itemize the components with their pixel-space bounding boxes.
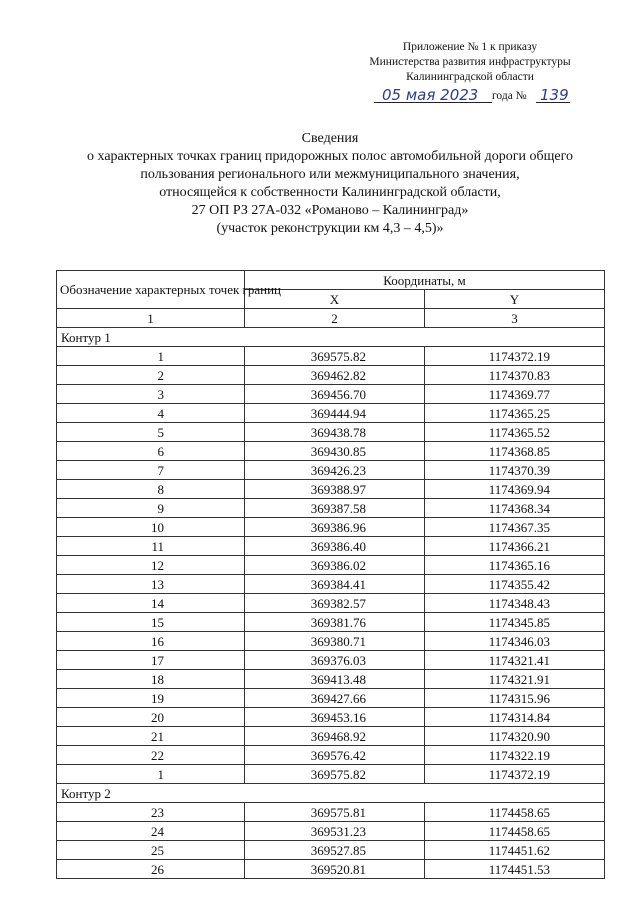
point-number: 26 (57, 860, 245, 879)
table-row (57, 670, 605, 689)
col-number-3: 3 (425, 309, 605, 328)
col-header-y: Y (425, 290, 605, 309)
table-row (57, 404, 605, 423)
table-row (57, 765, 605, 784)
coord-x: 369531.23 (245, 822, 425, 841)
coord-x: 369388.97 (245, 480, 425, 499)
coord-x: 369430.85 (245, 442, 425, 461)
point-number: 18 (57, 670, 245, 689)
coord-x: 369386.02 (245, 556, 425, 575)
coord-x: 369386.96 (245, 518, 425, 537)
point-number: 23 (57, 803, 245, 822)
region-line: Калининградской области (406, 71, 534, 83)
coord-x: 369462.82 (245, 366, 425, 385)
order-date-line (360, 86, 600, 106)
point-number: 6 (57, 442, 245, 461)
appendix-line: Приложение № 1 к приказу (402, 41, 538, 53)
point-number: 8 (57, 480, 245, 499)
point-number: 12 (57, 556, 245, 575)
table-row (57, 480, 605, 499)
table-row (57, 613, 605, 632)
title-line: о характерных точках границ придорожных полос автомобильной дороги общего (87, 149, 573, 164)
point-number: 11 (57, 537, 245, 556)
contour-label: Контур 1 (57, 328, 605, 347)
table-row (57, 537, 605, 556)
contour-label: Контур 2 (57, 784, 605, 803)
coord-y: 1174372.19 (425, 765, 605, 784)
coord-x: 369381.76 (245, 613, 425, 632)
coord-y: 1174368.85 (425, 442, 605, 461)
table-row (57, 556, 605, 575)
coord-y: 1174314.84 (425, 708, 605, 727)
coord-y: 1174365.16 (425, 556, 605, 575)
coord-x: 369527.85 (245, 841, 425, 860)
coord-y: 1174315.96 (425, 689, 605, 708)
coord-y: 1174346.03 (425, 632, 605, 651)
point-number: 21 (57, 727, 245, 746)
coord-y: 1174365.25 (425, 404, 605, 423)
coord-x: 369376.03 (245, 651, 425, 670)
coord-y: 1174322.19 (425, 746, 605, 765)
coord-y: 1174370.83 (425, 366, 605, 385)
table-row (57, 594, 605, 613)
title-heading: Сведения (301, 131, 359, 146)
coord-y: 1174369.94 (425, 480, 605, 499)
table-row (57, 347, 605, 366)
coord-y: 1174348.43 (425, 594, 605, 613)
point-number: 24 (57, 822, 245, 841)
table-row (57, 727, 605, 746)
col-header-points: Обозначение характерных точек границ (57, 271, 245, 309)
year-number-label: года № (492, 90, 527, 102)
coord-y: 1174345.85 (425, 613, 605, 632)
table-row (57, 499, 605, 518)
table-row (57, 442, 605, 461)
col-number-2: 2 (245, 309, 425, 328)
coord-x: 369384.41 (245, 575, 425, 594)
table-row (57, 575, 605, 594)
coord-x: 369575.82 (245, 765, 425, 784)
point-number: 4 (57, 404, 245, 423)
coord-x: 369575.81 (245, 803, 425, 822)
point-number: 5 (57, 423, 245, 442)
coord-y: 1174321.91 (425, 670, 605, 689)
coord-x: 369456.70 (245, 385, 425, 404)
handwritten-date: 05 мая 2023 (382, 86, 479, 104)
coord-x: 369520.81 (245, 860, 425, 879)
coord-y: 1174320.90 (425, 727, 605, 746)
table-row (57, 708, 605, 727)
table-row (57, 841, 605, 860)
table-row (57, 860, 605, 879)
coord-y: 1174321.41 (425, 651, 605, 670)
title-line: пользования регионального или межмуниципального значения, (140, 167, 520, 182)
title-line: (участок реконструкции км 4,3 – 4,5)» (216, 221, 444, 236)
point-number: 16 (57, 632, 245, 651)
table-row (57, 822, 605, 841)
coord-x: 369426.23 (245, 461, 425, 480)
point-number: 10 (57, 518, 245, 537)
coordinates-table (56, 270, 605, 879)
col-header-coordinates: Координаты, м (245, 271, 605, 290)
coord-x: 369575.82 (245, 347, 425, 366)
coord-x: 369382.57 (245, 594, 425, 613)
col-number-1: 1 (57, 309, 245, 328)
point-number: 1 (57, 347, 245, 366)
point-number: 14 (57, 594, 245, 613)
coord-x: 369468.92 (245, 727, 425, 746)
coord-x: 369576.42 (245, 746, 425, 765)
title-line: 27 ОП РЗ 27А-032 «Романово – Калининград» (191, 203, 469, 218)
point-number: 15 (57, 613, 245, 632)
coord-y: 1174458.65 (425, 803, 605, 822)
coord-y: 1174355.42 (425, 575, 605, 594)
coord-x: 369387.58 (245, 499, 425, 518)
point-number: 3 (57, 385, 245, 404)
point-number: 25 (57, 841, 245, 860)
table-row (57, 423, 605, 442)
point-number: 22 (57, 746, 245, 765)
table-row (57, 385, 605, 404)
coord-y: 1174366.21 (425, 537, 605, 556)
point-number: 17 (57, 651, 245, 670)
point-number: 19 (57, 689, 245, 708)
table-row (57, 689, 605, 708)
ministry-line: Министерства развития инфраструктуры (369, 56, 571, 68)
coord-y: 1174458.65 (425, 822, 605, 841)
point-number: 1 (57, 765, 245, 784)
coord-x: 369438.78 (245, 423, 425, 442)
coord-y: 1174365.52 (425, 423, 605, 442)
coord-y: 1174367.35 (425, 518, 605, 537)
contour-header-row (57, 784, 605, 803)
document-title (40, 130, 620, 238)
table-row (57, 746, 605, 765)
coord-x: 369386.40 (245, 537, 425, 556)
handwritten-order-number: 139 (540, 86, 569, 104)
point-number: 9 (57, 499, 245, 518)
title-line: относящейся к собственности Калининградской области, (159, 185, 501, 200)
coord-x: 369413.48 (245, 670, 425, 689)
coord-y: 1174368.34 (425, 499, 605, 518)
coord-y: 1174451.62 (425, 841, 605, 860)
coord-y: 1174372.19 (425, 347, 605, 366)
coord-y: 1174369.77 (425, 385, 605, 404)
point-number: 7 (57, 461, 245, 480)
table-row (57, 632, 605, 651)
table-row (57, 518, 605, 537)
table-row (57, 651, 605, 670)
point-number: 20 (57, 708, 245, 727)
point-number: 13 (57, 575, 245, 594)
point-number: 2 (57, 366, 245, 385)
coord-x: 369380.71 (245, 632, 425, 651)
col-header-x: X (245, 290, 425, 309)
coord-x: 369427.66 (245, 689, 425, 708)
coord-y: 1174451.53 (425, 860, 605, 879)
table-row (57, 803, 605, 822)
table-row (57, 366, 605, 385)
contour-header-row (57, 328, 605, 347)
order-appendix-header (340, 40, 600, 85)
coord-x: 369444.94 (245, 404, 425, 423)
coord-y: 1174370.39 (425, 461, 605, 480)
table-row (57, 461, 605, 480)
coord-x: 369453.16 (245, 708, 425, 727)
